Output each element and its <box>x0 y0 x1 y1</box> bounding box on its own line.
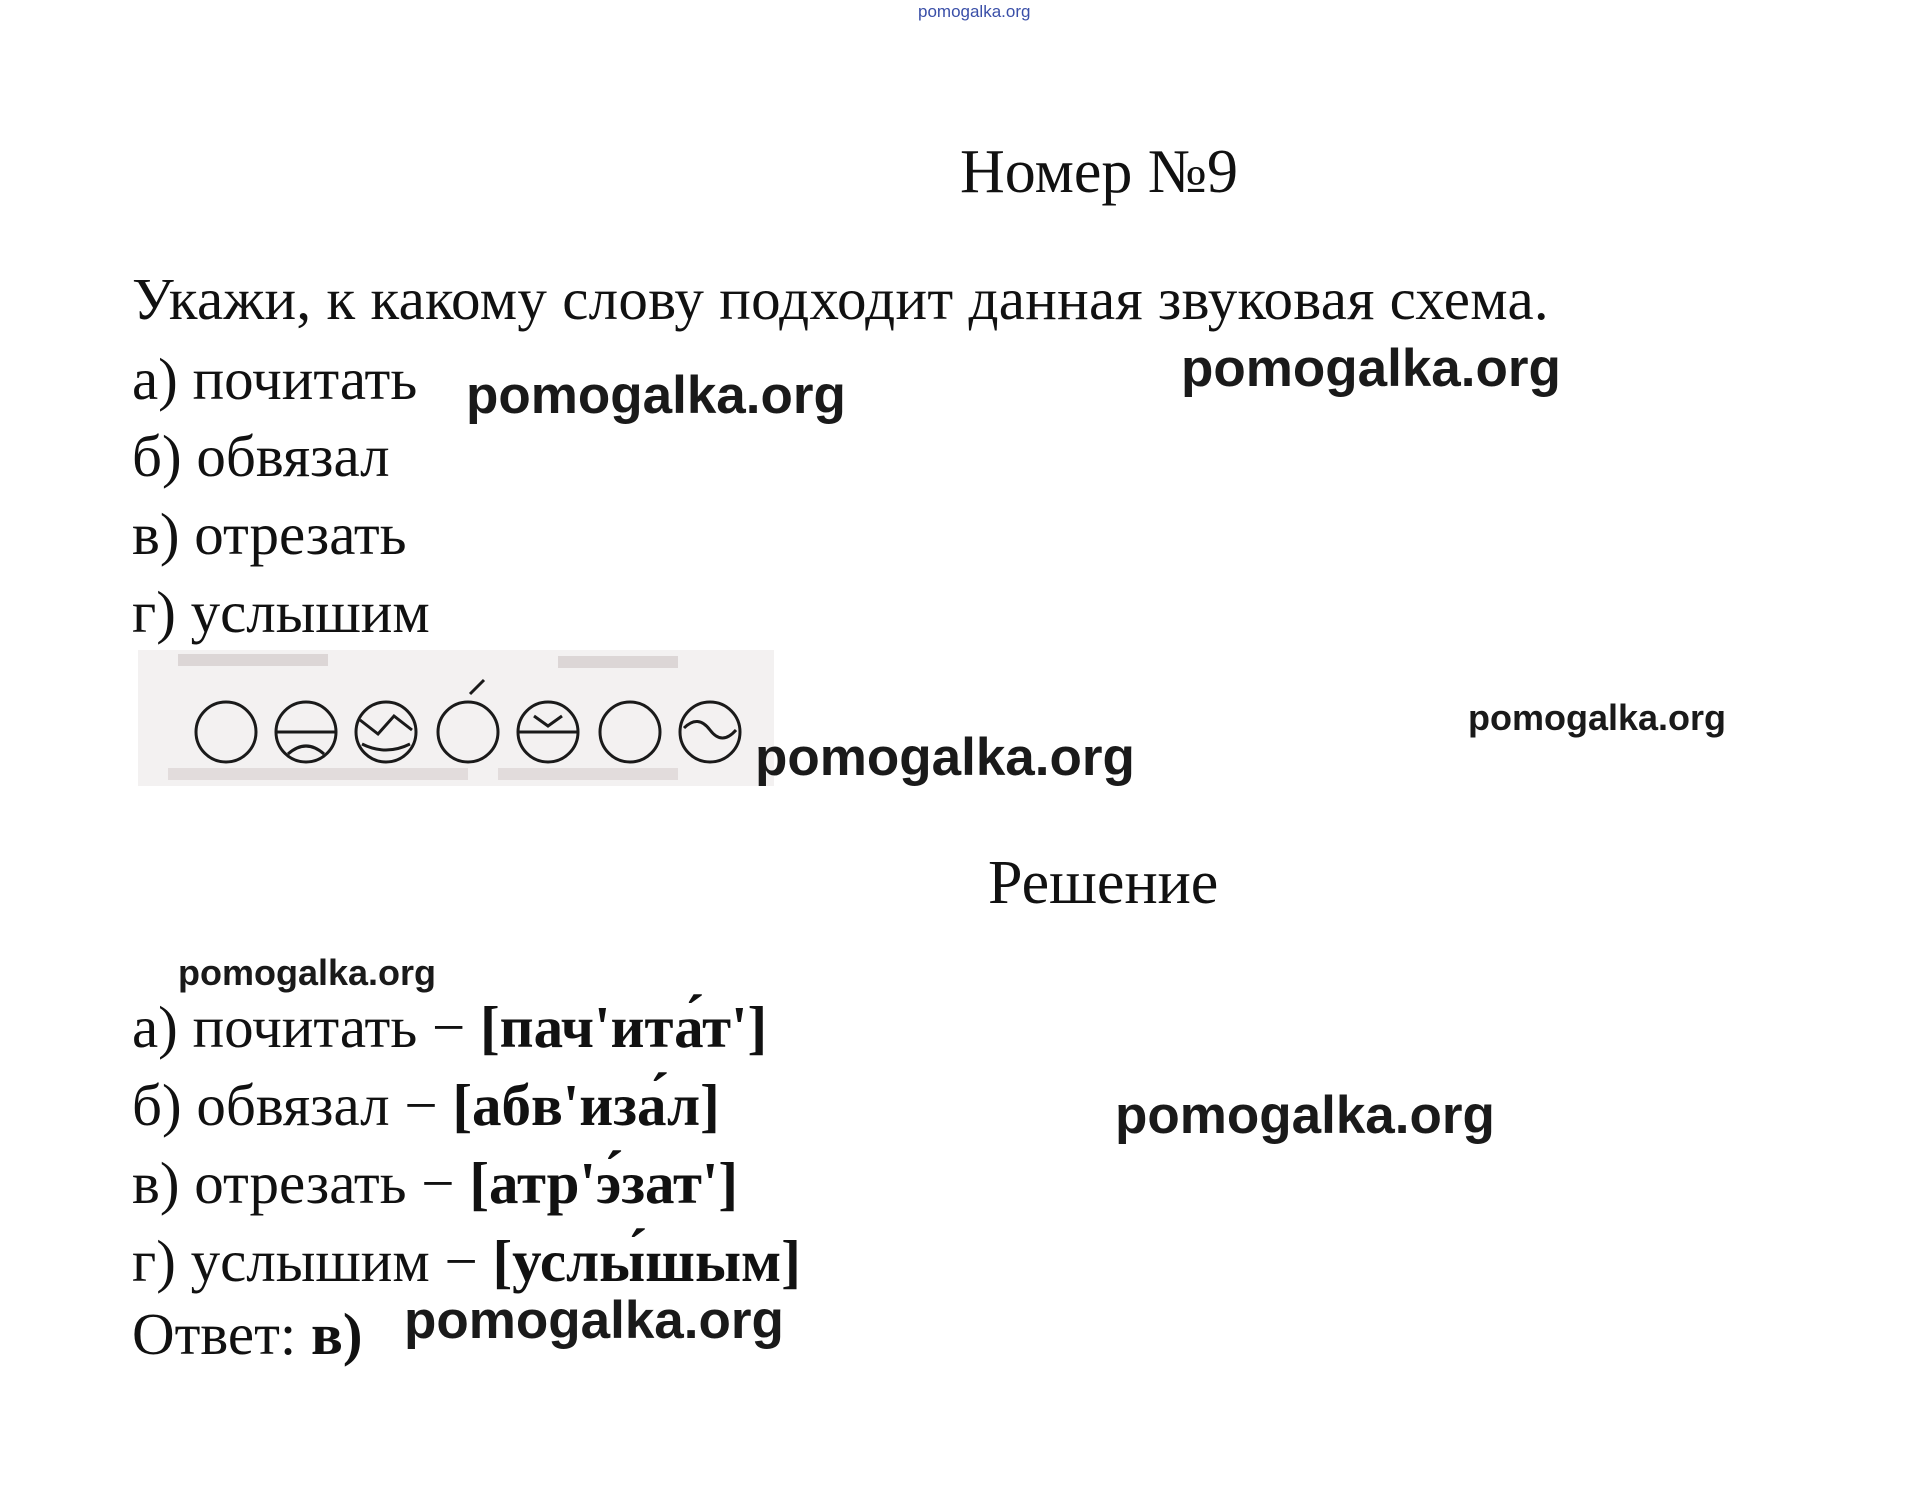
watermark: pomogalka.org <box>178 952 437 993</box>
sound-scheme-image <box>138 650 774 786</box>
task-prompt: Укажи, к какому слову подходит данная звуковая схема. <box>132 266 1549 332</box>
solution-line-b <box>132 1071 720 1140</box>
watermark: pomogalka.org <box>404 1291 784 1350</box>
solution-transcription: [атр'э́зат'] <box>469 1150 739 1216</box>
watermark: pomogalka.org <box>1115 1086 1495 1145</box>
solution-line-g <box>132 1227 801 1296</box>
solution-transcription: [абв'иза́л] <box>452 1072 720 1138</box>
watermark: pomogalka.org <box>755 728 1135 787</box>
answer-label: Ответ: <box>132 1301 312 1367</box>
solution-word: г) услышим − <box>132 1228 493 1294</box>
solution-line-a <box>132 993 767 1062</box>
watermark: pomogalka.org <box>466 366 846 425</box>
option-v: в) отрезать <box>132 501 407 567</box>
answer-value: в) <box>311 1301 363 1367</box>
watermark: pomogalka.org <box>1181 339 1561 398</box>
answer-line <box>132 1300 363 1369</box>
option-g: г) услышим <box>132 579 430 645</box>
solution-word: в) отрезать − <box>132 1150 470 1216</box>
solution-word: б) обвязал − <box>132 1072 453 1138</box>
solution-transcription: [услы́шым] <box>492 1228 801 1294</box>
watermark: pomogalka.org <box>1468 697 1727 738</box>
solution-word: а) почитать − <box>132 994 481 1060</box>
solution-transcription: [пач'ита́т'] <box>480 994 768 1060</box>
solution-line-v <box>132 1149 738 1218</box>
option-a: а) почитать <box>132 346 418 412</box>
sound-scheme-circles-icon <box>138 650 774 786</box>
watermark-top: pomogalka.org <box>918 2 1031 21</box>
solution-heading: Решение <box>988 849 1219 917</box>
page-title: Номер №9 <box>960 138 1239 206</box>
option-b: б) обвязал <box>132 423 390 489</box>
